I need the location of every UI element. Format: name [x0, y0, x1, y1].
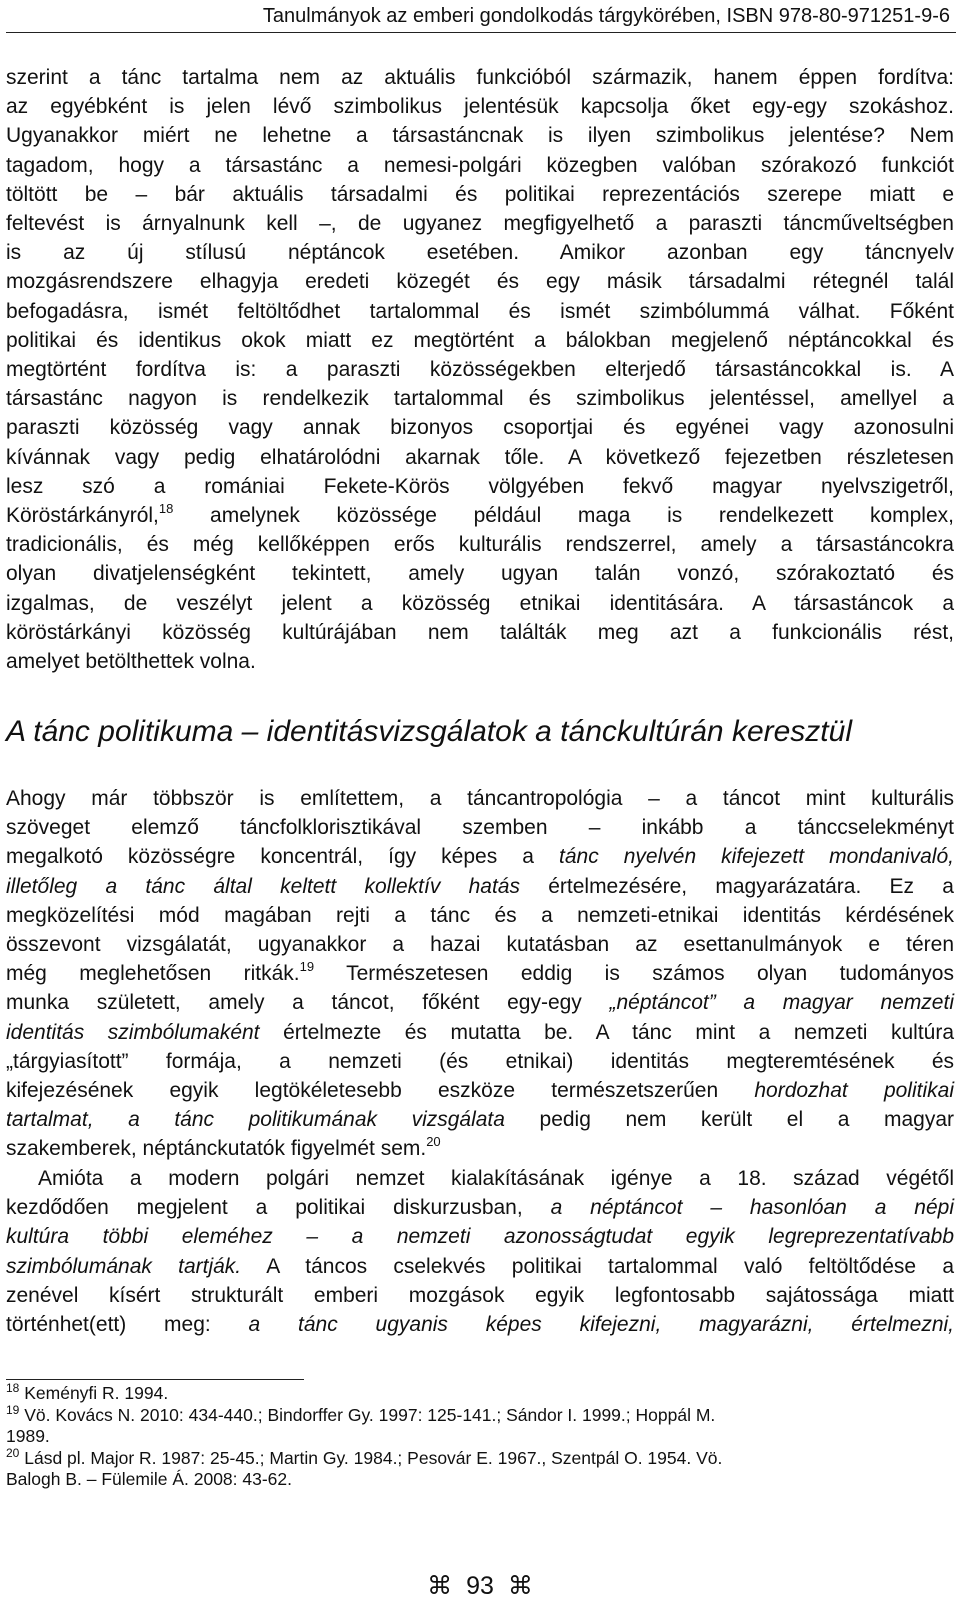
text-line: összevont vizsgálatát, ugyanakkor a hazai kutatásban az esettanulmányok e téren [6, 933, 954, 957]
text-line: olyan divatjelenségként tekintett, amely ugyan talán vonzó, szórakoztató és [6, 562, 954, 586]
footnote-20-continued: Balogh B. – Fülemile Á. 2008: 43-62. [6, 1469, 293, 1489]
footnote-ref-20[interactable]: 20 [426, 1134, 441, 1150]
emphasis: szimbólumának tartják. [6, 1254, 242, 1278]
text-line: Ugyanakkor miért ne lehetne a társastáncnak is ilyen szimbolikus jelentése? Nem [6, 124, 954, 148]
line-segment: szakemberek, néptánckutatók figyelmét sem. [6, 1137, 427, 1161]
footnote-ref-18[interactable]: 18 [158, 501, 174, 517]
footnote-divider [6, 1379, 304, 1380]
text-line [6, 872, 954, 901]
footnote-text: Vö. Kovács N. 2010: 434-440.; Bindorffer Gy. 1997: 125-141.; Sándor I. 1999.; Hoppál M. [24, 1404, 716, 1425]
line-segment: értelmezte és mutatta be. A tánc mint a nemzeti kultúra [259, 1020, 955, 1044]
line-segment: kezdődően megjelent a politikai diskurzusban, [6, 1196, 551, 1220]
text-line [6, 1252, 954, 1281]
text-line: társastánc nagyon is rendelkezik tartalommal és szimbolikus jelentéssel, amellyel a [6, 387, 954, 411]
emphasis: tánc nyelvén kifejezett mondanivaló, [559, 845, 954, 869]
footnote-number: 20 [6, 1445, 20, 1460]
text-line [6, 1222, 954, 1251]
line-segment: még meglehetősen ritkák. [6, 962, 300, 986]
text-line: Ahogy már többször is említettem, a táncantropológia – a táncot mint kulturális [6, 787, 954, 810]
text-line: feltevést is árnyalnunk kell –, de ugyanez megfigyelhető a paraszti táncműveltségben [6, 212, 954, 236]
text-line: köröstárkányi közösség kultúrájában nem találták meg azt a funkcionális rést, [6, 620, 954, 644]
line-segment: pedig nem került el a magyar [504, 1108, 954, 1132]
text-line [6, 959, 954, 988]
footnote-19 [6, 1402, 954, 1427]
line-segment: Természetesen eddig is számos olyan tudományos [314, 962, 954, 986]
paragraph-1 [6, 63, 954, 676]
text-line [6, 1076, 954, 1105]
text-line: lesz szó a romániai Fekete-Körös völgyében fekvő magyar nyelvszigetről, [6, 474, 954, 498]
footnotes [6, 1383, 954, 1491]
emphasis: kultúra többi eleméhez – a nemzeti azonosságtudat egyik legreprezentatívabb [6, 1225, 954, 1249]
line-segment: Köröstárkányról, [6, 504, 159, 528]
line-segment: amelynek közössége például maga is rendelkezett komplex, [210, 504, 954, 528]
text-line: is az új stílusú néptáncok esetében. Amikor azonban egy táncnyelv [6, 241, 954, 265]
text-line [6, 1193, 954, 1222]
emphasis: a néptáncot – hasonlóan a népi [550, 1196, 954, 1220]
text-line: szöveget elemző táncfolklorisztikával szemben – inkább a tánccselekményt [6, 816, 954, 840]
text-line: paraszti közösség vagy annak bizonyos csoportjai és egyénei vagy azonosulni [6, 416, 954, 440]
text-line [6, 842, 954, 871]
ornament-icon: ⌘ [427, 1571, 453, 1600]
emphasis: „néptáncot” a magyar nemzeti [609, 991, 954, 1015]
page-footer [0, 1568, 960, 1604]
emphasis: tartalmat, a tánc politikumának vizsgálata [6, 1108, 505, 1132]
running-header: Tanulmányok az emberi gondolkodás tárgykörében, ISBN 978-80-971251-9-6 [262, 5, 950, 27]
paragraph-2 [6, 784, 954, 1164]
text-line: megközelítési mód magában rejti a tánc és a nemzeti-etnikai identitás kérdésének [6, 903, 954, 927]
text-line: zenével kísért strukturált emberi mozgások egyik legfontosabb sajátossága miatt [6, 1283, 954, 1307]
page-number: 93 [466, 1572, 494, 1600]
text-line: Amióta a modern polgári nemzet kialakításának igénye a 18. század végétől [38, 1167, 954, 1190]
text-line: befogadásra, ismét feltöltődhet tartalommal és ismét szimbólummá válhat. Főként [6, 299, 954, 323]
emphasis: hordozhat politikai [754, 1079, 954, 1103]
footnote-19-continued: 1989. [6, 1426, 50, 1446]
section-title: A tánc politikuma – identitásvizsgálatok a tánckultúrán keresztül [6, 715, 852, 748]
text-line: tagadom, hogy a társastánc a nemesi-polgári közegben valóban szórakozó funkciót [6, 153, 954, 177]
text-line [6, 1105, 954, 1134]
emphasis: illetőleg a tánc által keltett kollektív hatás [6, 874, 520, 898]
footnote-20 [6, 1445, 954, 1470]
line-segment: A táncos cselekvés politikai tartalommal való feltöltődése a [241, 1254, 954, 1278]
text-line: mozgásrendszere elhagyja eredeti közegét és egy másik társadalmi rétegnél talál [6, 270, 954, 294]
footnote-number: 18 [6, 1381, 20, 1395]
text-line: töltött be – bár aktuális társadalmi és politikai reprezentációs szerepe miatt e [6, 182, 954, 206]
text-line [6, 1018, 954, 1047]
text-line: szerint a tánc tartalma nem az aktuális funkcióból származik, hanem éppen fordítva: [6, 66, 954, 89]
footnote-ref-19[interactable]: 19 [299, 959, 315, 975]
ornament-icon: ⌘ [507, 1571, 533, 1600]
text-line [6, 1134, 954, 1163]
text-line: izgalmas, de veszélyt jelent a közösség etnikai identitására. A társastáncok a [6, 591, 954, 615]
text-line: politikai és identikus okok miatt ez megtörtént a bálokban megjelenő néptáncokkal és [6, 328, 954, 352]
text-line [6, 501, 954, 530]
footnote-text: Keményfi R. 1994. [24, 1383, 169, 1403]
text-line: „tárgyiasított” formája, a nemzeti (és etnikai) identitás megteremtésének és [6, 1049, 954, 1073]
paragraph-3 [6, 1164, 954, 1339]
text-line: kívánnak vagy pedig elhatárolódni akarnak tőle. A következő fejezetben részletesen [6, 445, 954, 469]
text-line [6, 1310, 954, 1339]
footnote-18 [6, 1383, 954, 1405]
text-line: az egyébként is jelen lévő szimbolikus jelentésük kapcsolja őket egy-egy szokáshoz. [6, 95, 954, 119]
emphasis: identitás szimbólumaként [6, 1020, 260, 1044]
emphasis: a tánc ugyanis képes kifejezni, magyarázni, értelmezni, [248, 1313, 954, 1337]
text-line: amelyet betölthettek volna. [6, 650, 256, 674]
footnote-text: Lásd pl. Major R. 1987: 25-45.; Martin Gy. 1984.; Pesovár E. 1967., Szentpál O. 1954. Vö. [24, 1447, 723, 1468]
line-segment: kifejezésének egyik legtökéletesebb eszköze természetszerűen [6, 1079, 755, 1103]
text-line [6, 988, 954, 1017]
line-segment: megalkotó közösségre koncentrál, így képes a [6, 845, 559, 869]
header-divider [6, 32, 956, 33]
text-line: megtörtént fordítva is: a paraszti közösségekben elterjedő társastáncokkal is. A [6, 358, 954, 382]
footnote-number: 19 [6, 1402, 20, 1417]
line-segment: értelmezésére, magyarázatára. Ez a [519, 874, 954, 898]
line-segment: munka született, amely a táncot, főként egy-egy [6, 991, 610, 1015]
text-line: tradicionális, és még kellőképpen erős kulturális rendszerrel, amely a társastáncokra [6, 533, 954, 557]
line-segment: történhet(ett) meg: [6, 1313, 249, 1337]
